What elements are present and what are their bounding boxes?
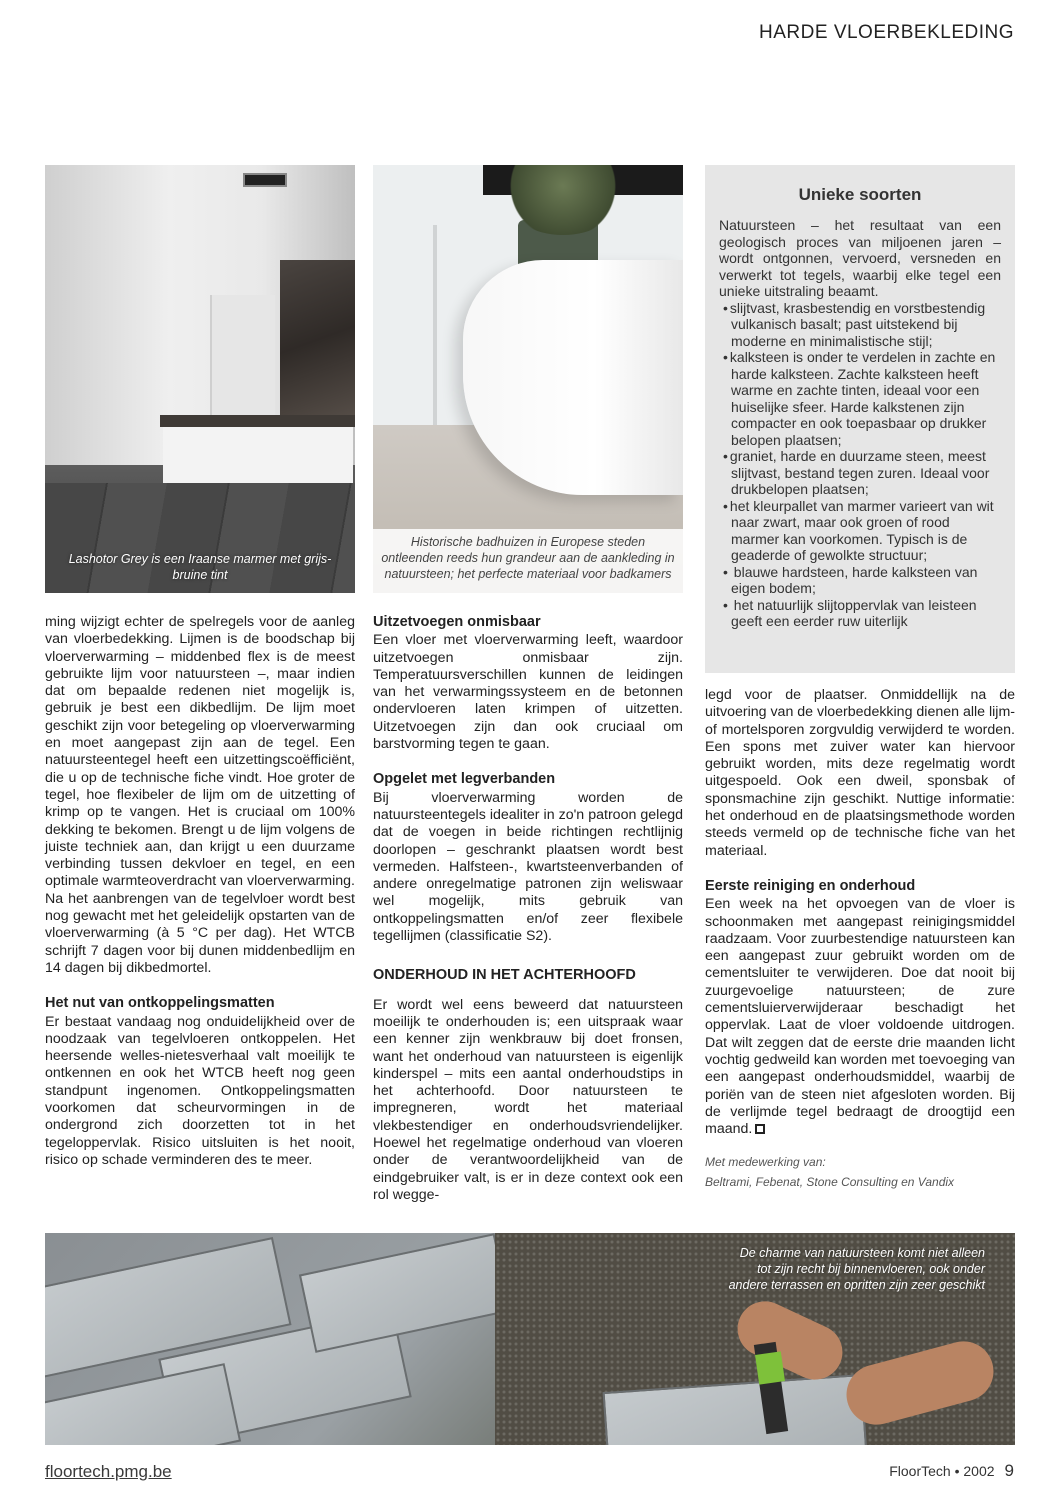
sidebar-intro: Natuursteen – het resultaat van een geologisch proces van miljoenen jaren – wordt ontgonnen, vervoerd, versneden en verwerkt tot tegels, waarbij elke tegel een unieke uitstraling beaamt. [719, 217, 1001, 299]
footer-url-link[interactable]: floortech.pmg.be [45, 1462, 172, 1481]
sidebar-list [719, 300, 1001, 630]
paragraph [705, 896, 1015, 1138]
list-item: • slijtvast, krasbestendig en vorstbestendig vulkanisch basalt; past uitstekend bij moderne en minimalistische stijl; [719, 300, 1001, 350]
paragraph: Een vloer met vloerverwarming leeft, waardoor uitzetvoegen onmisbaar zijn. Temperatuursverschillen kunnen de leidingen van het verwarmingssysteem en de betonnen ondervloeren laten krimpen of uitzetten. Uitzetvoegen zijn dan ook cruciaal om barstvorming tegen te gaan. [373, 632, 683, 753]
bathroom-photo-caption: Historische badhuizen in Europese steden ontleenden reeds hun grandeur aan de aankleding in natuursteen; het perfecte materiaal voor badkamers [381, 535, 675, 581]
paragraph: ming wijzigt echter de spelregels voor de aanleg van vloerbedekking. Lijmen is de boodschap bij vloerverwarming – middenbed flex is de meest gebruikte lijm voor natuursteen –, maar indien dat om bepaalde redenen niet mogelijk is, gebruik je best een dikbedlijm. De lijm moet geschikt zijn voor betegeling op vloerverwarming en moet aangepast zijn aan de tegel. Een natuursteentegel heeft een uitzettingscoëfficiënt, die u op de technische fiche vindt. Hoe groter de tegel, hoe flexibeler de lijm om de uitzetting of krimp op te vangen. Het is cruciaal om 100% dekking te bekomen. Brengt u de lijm volgens de juiste techniek aan, dan krijgt u een duurzame verbinding tussen dekvloer en tegel, en een optimale warmteoverdracht van vloerverwarming. Na het aanbrengen van de tegelvloer wordt best nog gewacht met het geleidelijk opstarten van de vloerverwarming (à 5 °C per dag). Het WTCB schrijft 7 dagen voor bij dunen middenbedlijm en 14 dagen bij dikbedmortel. [45, 614, 355, 976]
sidebar-title: Unieke soorten [798, 185, 922, 204]
text-column-3 [705, 687, 1015, 1192]
subheading-ontkoppelingsmatten: Het nut van ontkoppelingsmatten [45, 995, 275, 1012]
list-item: • blauwe hardsteen, harde kalksteen van eigen bodem; [719, 564, 1001, 597]
credits [705, 1152, 1015, 1192]
subheading-uitzetvoegen: Uitzetvoegen onmisbaar [373, 614, 541, 630]
paragraph: Er bestaat vandaag nog onduidelijkheid over de noodzaak van tegelvloeren ontkoppelen. Het heersende welles-nietesverhaal valt moeilijk te ontkennen en ook het WTCB heeft nog geen standpunt ingenomen. Ontkoppelingsmatten voorkomen dat scheurvormingen in de ondergrond zich doorzetten tot in het tegeloppervlak. Risico uitsluiten is het nooit, risico op schade verminderen des te meer. [45, 1013, 355, 1168]
list-item: • het natuurlijk slijtoppervlak van leisteen geeft een eerder ruw uiterlijk [719, 597, 1001, 630]
list-item: • graniet, harde en duurzame steen, meest slijtvast, bestand tegen zuren. Ideaal voor drukbelopen plaatsen; [719, 448, 1001, 498]
paving-photo [45, 1233, 1015, 1445]
list-item: • het kleurpallet van marmer varieert van wit naar zwart, maar ook groen of rood marmer kan voorkomen. Typisch is de geaderde of gewolkte structuur; [719, 498, 1001, 564]
text-column-1 [45, 614, 355, 1169]
credit-names: Beltrami, Febenat, Stone Consulting en Vandix [705, 1175, 955, 1190]
paragraph-text: Een week na het opvoegen van de vloer is schoonmaken met aangepast reinigingsmiddel raadzaam. Voor zuurbestendige natuursteen kan een aangepast zuur gebruikt worden om de cementsluiter te verwijderen. Doe dat nooit bij zuurgevoelige natuursteen; de zure cementsluierverwijderaar beschadigt het oppervlak. Laat de vloer voldoende uitdrogen. Dat wilt zeggen dat de eerste drie maanden licht vochtig gedweild kan worden met toevoeging van een aangepast onderhoudsmiddel, waarbij de poriën van de steen niet afgesloten worden. Bij de verlijmde tegel bedraagt de droogtijd een maand. [705, 896, 1015, 1138]
credit-label: Met medewerking van: [705, 1155, 826, 1170]
paragraph: legd voor de plaatser. Onmiddellijk na de uitvoering van de vloerbedekking dienen alle lijm- of mortelsporen zorgvuldig verwijderd te worden. Een spons met zuiver water kan hiervoor gebruikt worden, mits deze regelmatig wordt uitgespoeld. Ook een dweil, sponsbak of sponsmachine zijn geschikt. Nuttige informatie: het onderhoud en de plaatsingsmethode worden steeds vermeld op de technische fiche van het materiaal. [705, 687, 1015, 859]
paragraph: Bij vloerverwarming worden de natuursteentegels idealiter in zo'n patroon gelegd dat de voegen in beide richtingen rechtlijnig doorlopen – geschrankt plaatsen wordt best vermeden. Halfsteen-, kwartsteenverbanden of andere onregelmatige patronen zijn weliswaar wel mogelijk, mits gebruik van ontkoppelingsmatten en/of zeer flexibele tegellijmen (classificatie S2). [373, 789, 683, 945]
ceiling-spotlight-icon [243, 173, 287, 187]
footer-publication [889, 1461, 1014, 1481]
text-column-2 [373, 614, 683, 1204]
paving-photo-caption: De charme van natuursteen komt niet alleen tot zijn recht bij binnenvloeren, ook onder andere terrassen en opritten zijn zeer geschikt [728, 1246, 985, 1292]
subheading-legverbanden: Opgelet met legverbanden [373, 771, 556, 788]
kitchen-photo [45, 165, 355, 593]
section-heading-onderhoud: ONDERHOUD IN HET ACHTERHOOFD [373, 967, 636, 984]
paragraph: Er wordt wel eens beweerd dat natuursteen moeilijk te onderhouden is; een uitspraak waar een kenner zijn wenkbrauw bij doet fronsen, want het onderhoud van natuursteen is eigenlijk kinderspel – mits een aantal onderhoudstips in het achterhoofd. Door natuursteen te impregneren, wordt het materiaal vlekbestendiger en onderhoudsvriendelijker. Hoewel het regelmatige onderhoud van vloeren onder de verantwoordelijkheid van de eindgebruiker valt, is er in deze context ook een rol wegge- [373, 996, 683, 1203]
list-item: • kalksteen is onder te verdelen in zachte en harde kalksteen. Zachte kalksteen heeft warme en zachte tinten, ideaal voor een huiselijke sfeer. Harde kalkstenen zijn compacter en ook toepasbaar op drukker belopen plaatsen; [719, 349, 1001, 448]
section-header: HARDE VLOERBEKLEDING [759, 22, 1014, 43]
kitchen-photo-caption: Lashotor Grey is een Iraanse marmer met grijs-bruine tint [68, 552, 332, 582]
page-number: 9 [1004, 1461, 1014, 1480]
end-of-article-icon [755, 1124, 765, 1134]
publication-name: FloorTech • 2002 [889, 1463, 995, 1479]
sidebar-unieke-soorten [705, 165, 1015, 673]
subheading-reiniging: Eerste reiniging en onderhoud [705, 877, 916, 894]
bathroom-photo [373, 165, 683, 593]
